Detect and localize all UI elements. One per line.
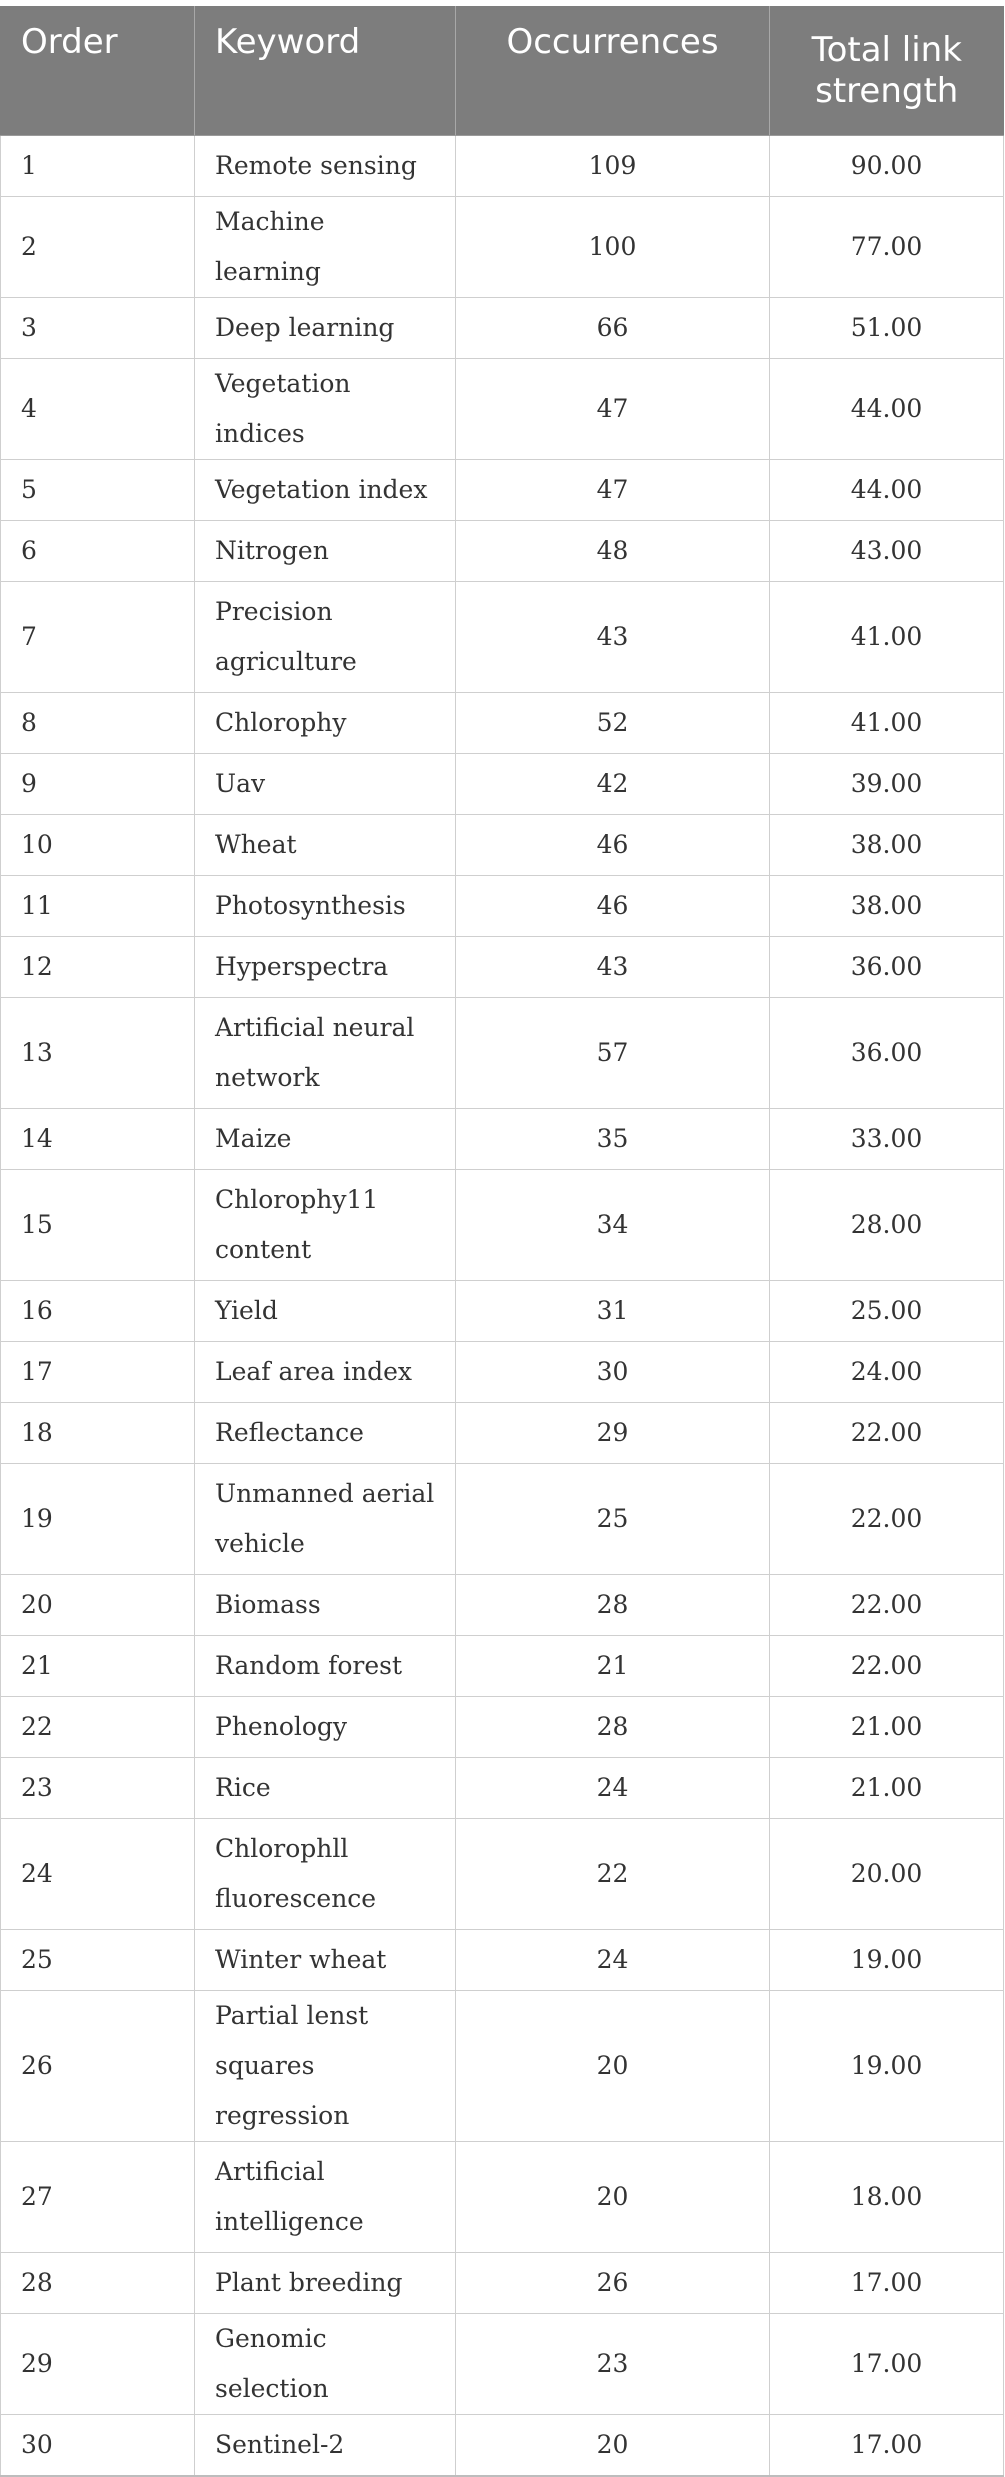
total-link-strength-cell: 19.00 (770, 1930, 1004, 1991)
occurrences-cell: 20 (456, 2415, 770, 2477)
header-order: Order (1, 6, 195, 136)
keyword-cell: Photosynthesis (195, 876, 456, 937)
table-row (1, 298, 1004, 359)
table-row (1, 2314, 1004, 2415)
keyword-cell: Vegetation index (195, 460, 456, 521)
table-row (1, 1170, 1004, 1281)
order-cell: 18 (1, 1403, 195, 1464)
keyword-cell: Unmanned aerial vehicle (195, 1464, 456, 1575)
order-cell: 24 (1, 1819, 195, 1930)
total-link-strength-cell: 17.00 (770, 2253, 1004, 2314)
total-link-strength-cell: 44.00 (770, 359, 1004, 460)
table-row (1, 1575, 1004, 1636)
table-row (1, 1758, 1004, 1819)
occurrences-cell: 26 (456, 2253, 770, 2314)
total-link-strength-cell: 77.00 (770, 197, 1004, 298)
table-row (1, 815, 1004, 876)
order-cell: 22 (1, 1697, 195, 1758)
order-cell: 16 (1, 1281, 195, 1342)
order-cell: 12 (1, 937, 195, 998)
total-link-strength-cell: 22.00 (770, 1464, 1004, 1575)
order-cell: 9 (1, 754, 195, 815)
occurrences-cell: 29 (456, 1403, 770, 1464)
keyword-cell: Nitrogen (195, 521, 456, 582)
table-row (1, 2415, 1004, 2477)
keyword-cell: Chlorophy11 content (195, 1170, 456, 1281)
order-cell: 4 (1, 359, 195, 460)
occurrences-cell: 46 (456, 876, 770, 937)
keyword-cell: Wheat (195, 815, 456, 876)
table-row (1, 1697, 1004, 1758)
total-link-strength-cell: 22.00 (770, 1403, 1004, 1464)
table-row (1, 2253, 1004, 2314)
keyword-cell: Maize (195, 1109, 456, 1170)
table-row (1, 136, 1004, 197)
header-total-link-strength: Total link strength (770, 6, 1004, 136)
total-link-strength-cell: 20.00 (770, 1819, 1004, 1930)
total-link-strength-cell: 38.00 (770, 876, 1004, 937)
keyword-cell: Rice (195, 1758, 456, 1819)
occurrences-cell: 47 (456, 359, 770, 460)
keyword-cell: Reflectance (195, 1403, 456, 1464)
occurrences-cell: 34 (456, 1170, 770, 1281)
total-link-strength-cell: 44.00 (770, 460, 1004, 521)
keyword-table (0, 6, 1004, 2477)
total-link-strength-cell: 22.00 (770, 1636, 1004, 1697)
order-cell: 2 (1, 197, 195, 298)
occurrences-cell: 20 (456, 1991, 770, 2142)
keyword-cell: Vegetation indices (195, 359, 456, 460)
occurrences-cell: 28 (456, 1575, 770, 1636)
keyword-cell: Hyperspectra (195, 937, 456, 998)
total-link-strength-cell: 17.00 (770, 2314, 1004, 2415)
table-row (1, 582, 1004, 693)
keyword-cell: Machine learning (195, 197, 456, 298)
keyword-cell: Random forest (195, 1636, 456, 1697)
total-link-strength-cell: 39.00 (770, 754, 1004, 815)
total-link-strength-cell: 41.00 (770, 693, 1004, 754)
order-cell: 20 (1, 1575, 195, 1636)
order-cell: 26 (1, 1991, 195, 2142)
keyword-cell: Artificial intelligence (195, 2142, 456, 2253)
order-cell: 15 (1, 1170, 195, 1281)
order-cell: 30 (1, 2415, 195, 2477)
table-body (1, 136, 1004, 2477)
order-cell: 25 (1, 1930, 195, 1991)
order-cell: 3 (1, 298, 195, 359)
keyword-cell: Yield (195, 1281, 456, 1342)
keyword-cell: Phenology (195, 1697, 456, 1758)
occurrences-cell: 46 (456, 815, 770, 876)
occurrences-cell: 35 (456, 1109, 770, 1170)
occurrences-cell: 28 (456, 1697, 770, 1758)
total-link-strength-cell: 41.00 (770, 582, 1004, 693)
total-link-strength-cell: 21.00 (770, 1758, 1004, 1819)
keyword-cell: Partial lenst squares regression (195, 1991, 456, 2142)
total-link-strength-cell: 38.00 (770, 815, 1004, 876)
keyword-cell: Plant breeding (195, 2253, 456, 2314)
order-cell: 17 (1, 1342, 195, 1403)
total-link-strength-cell: 18.00 (770, 2142, 1004, 2253)
keyword-cell: Leaf area index (195, 1342, 456, 1403)
header-keyword: Keyword (195, 6, 456, 136)
total-link-strength-cell: 51.00 (770, 298, 1004, 359)
occurrences-cell: 31 (456, 1281, 770, 1342)
occurrences-cell: 47 (456, 460, 770, 521)
keyword-cell: Remote sensing (195, 136, 456, 197)
order-cell: 13 (1, 998, 195, 1109)
order-cell: 6 (1, 521, 195, 582)
table-row (1, 197, 1004, 298)
table-header (1, 6, 1004, 136)
table-row (1, 1464, 1004, 1575)
keyword-cell: Artificial neural network (195, 998, 456, 1109)
keyword-cell: Genomic selection (195, 2314, 456, 2415)
table-row (1, 876, 1004, 937)
table-row (1, 1342, 1004, 1403)
keyword-cell: Sentinel-2 (195, 2415, 456, 2477)
order-cell: 1 (1, 136, 195, 197)
total-link-strength-cell: 19.00 (770, 1991, 1004, 2142)
keyword-cell: Winter wheat (195, 1930, 456, 1991)
table-row (1, 1930, 1004, 1991)
order-cell: 23 (1, 1758, 195, 1819)
occurrences-cell: 42 (456, 754, 770, 815)
keyword-cell: Deep learning (195, 298, 456, 359)
keyword-cell: Biomass (195, 1575, 456, 1636)
table-row (1, 1109, 1004, 1170)
occurrences-cell: 52 (456, 693, 770, 754)
occurrences-cell: 30 (456, 1342, 770, 1403)
table-row (1, 1991, 1004, 2142)
order-cell: 7 (1, 582, 195, 693)
order-cell: 8 (1, 693, 195, 754)
table-row (1, 693, 1004, 754)
keyword-cell: Chlorophy (195, 693, 456, 754)
occurrences-cell: 109 (456, 136, 770, 197)
occurrences-cell: 24 (456, 1758, 770, 1819)
table-row (1, 1281, 1004, 1342)
occurrences-cell: 100 (456, 197, 770, 298)
order-cell: 5 (1, 460, 195, 521)
order-cell: 29 (1, 2314, 195, 2415)
occurrences-cell: 48 (456, 521, 770, 582)
occurrences-cell: 24 (456, 1930, 770, 1991)
table-row (1, 2142, 1004, 2253)
total-link-strength-cell: 22.00 (770, 1575, 1004, 1636)
order-cell: 28 (1, 2253, 195, 2314)
table-row (1, 460, 1004, 521)
total-link-strength-cell: 36.00 (770, 937, 1004, 998)
table-row (1, 521, 1004, 582)
table-row (1, 1819, 1004, 1930)
table-row (1, 754, 1004, 815)
total-link-strength-cell: 43.00 (770, 521, 1004, 582)
occurrences-cell: 21 (456, 1636, 770, 1697)
occurrences-cell: 43 (456, 937, 770, 998)
total-link-strength-cell: 24.00 (770, 1342, 1004, 1403)
order-cell: 21 (1, 1636, 195, 1697)
occurrences-cell: 20 (456, 2142, 770, 2253)
total-link-strength-cell: 17.00 (770, 2415, 1004, 2477)
order-cell: 19 (1, 1464, 195, 1575)
total-link-strength-cell: 33.00 (770, 1109, 1004, 1170)
total-link-strength-cell: 90.00 (770, 136, 1004, 197)
occurrences-cell: 22 (456, 1819, 770, 1930)
keyword-cell: Chlorophll fluorescence (195, 1819, 456, 1930)
keyword-table-container (0, 6, 1003, 2477)
occurrences-cell: 43 (456, 582, 770, 693)
occurrences-cell: 23 (456, 2314, 770, 2415)
table-row (1, 1636, 1004, 1697)
table-row (1, 1403, 1004, 1464)
table-row (1, 998, 1004, 1109)
header-occurrences: Occurrences (456, 6, 770, 136)
total-link-strength-cell: 36.00 (770, 998, 1004, 1109)
total-link-strength-cell: 25.00 (770, 1281, 1004, 1342)
occurrences-cell: 57 (456, 998, 770, 1109)
order-cell: 10 (1, 815, 195, 876)
order-cell: 11 (1, 876, 195, 937)
table-row (1, 937, 1004, 998)
total-link-strength-cell: 21.00 (770, 1697, 1004, 1758)
table-row (1, 359, 1004, 460)
keyword-cell: Precision agriculture (195, 582, 456, 693)
occurrences-cell: 66 (456, 298, 770, 359)
keyword-cell: Uav (195, 754, 456, 815)
occurrences-cell: 25 (456, 1464, 770, 1575)
total-link-strength-cell: 28.00 (770, 1170, 1004, 1281)
header-row (1, 6, 1004, 136)
order-cell: 14 (1, 1109, 195, 1170)
order-cell: 27 (1, 2142, 195, 2253)
